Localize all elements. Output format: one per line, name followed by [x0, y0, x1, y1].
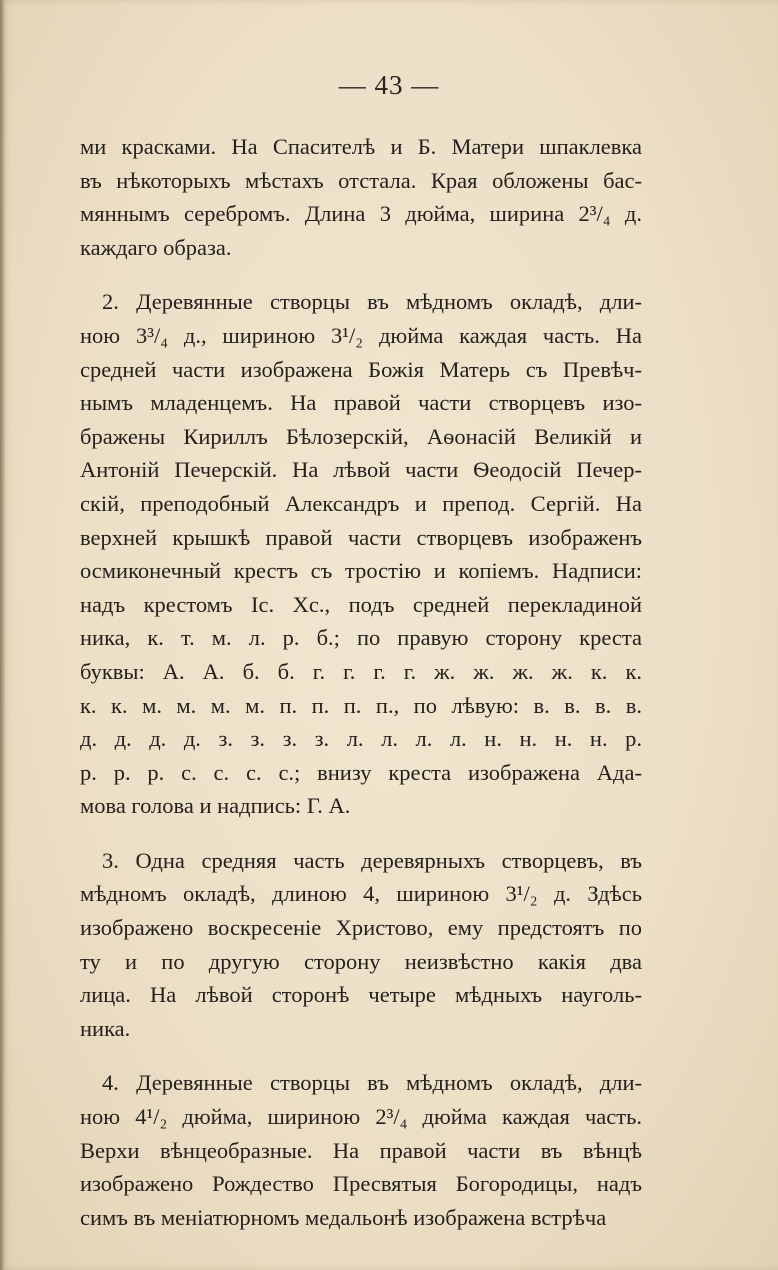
text-line: 2. Деревянные створцы въ мѣдномъ окладѣ, дли-: [102, 289, 642, 315]
text-line: симъ въ меніатюрномъ медальонѣ изображена встрѣча: [80, 1204, 607, 1230]
text-line: р. р. р. с. с. с. с.; внизу креста изображена Ада-: [80, 759, 642, 785]
text-line: бражены Кириллъ Бѣлозерскій, Аѳонасій Великій и: [80, 423, 642, 449]
text-line: скій, преподобный Александръ и препод. Сергій. На: [80, 490, 642, 516]
paragraph: [80, 130, 642, 264]
text-line: ною 4¹/₂ дюйма, шириною 2³/₄ дюйма каждая часть.: [80, 1104, 642, 1130]
text-line: средней части изображена Божія Матерь съ Превѣч-: [80, 356, 642, 382]
text-line: ника.: [80, 1015, 131, 1041]
text-line: изображено Рождество Пресвятыя Богородицы, надъ: [80, 1171, 642, 1197]
text-line: въ нѣкоторыхъ мѣстахъ отстала. Края обложены бас-: [80, 167, 642, 193]
paragraph: [80, 1066, 642, 1234]
text-line: изображено воскресеніе Христово, ему предстоятъ по: [80, 915, 642, 941]
text-line: Антоній Печерскій. На лѣвой части Ѳеодосій Печер-: [80, 457, 642, 483]
text-line: ника, к. т. м. л. р. б.; по правую сторону креста: [80, 625, 642, 651]
text-line: ту и по другую сторону неизвѣстно какія два: [80, 948, 642, 974]
paragraph: [80, 285, 642, 823]
text-line: 3. Одна средняя часть деревярныхъ створцевъ, въ: [102, 847, 642, 873]
page-number: — 43 —: [338, 70, 440, 100]
text-line: Верхи вѣнцеобразные. На правой части въ вѣнцѣ: [80, 1137, 642, 1163]
text-line: д. д. д. д. з. з. з. з. л. л. л. л. н. н. н. н. р.: [80, 726, 642, 752]
text-line: к. к. м. м. м. м. п. п. п. п., по лѣвую: в. в. в. в.: [80, 692, 642, 718]
text-line: ною 3³/₄ д., шириною 3¹/₂ дюйма каждая часть. На: [80, 322, 642, 348]
text-line: ми красками. На Спасителѣ и Б. Матери шпаклевка: [80, 134, 642, 159]
page-edge-shadow: [0, 0, 5, 1270]
text-line: мова голова и надпись: Г. А.: [80, 793, 351, 819]
text-line: мѣдномъ окладѣ, длиною 4, шириною 3¹/₂ д. Здѣсь: [80, 881, 642, 907]
text-line: нымъ младенцемъ. На правой части створцевъ изо-: [80, 390, 642, 416]
text-line: надъ крестомъ Іс. Хс., подъ средней перекладиной: [80, 591, 642, 617]
text-line: лица. На лѣвой сторонѣ четыре мѣдныхъ науголь-: [80, 982, 642, 1008]
text-line: каждаго образа.: [80, 234, 232, 260]
paragraph: [80, 844, 642, 1046]
page-body-text: [80, 130, 642, 1255]
text-line: 4. Деревянные створцы въ мѣдномъ окладѣ, дли-: [102, 1070, 642, 1096]
text-line: мяннымъ серебромъ. Длина 3 дюйма, ширина 2³/₄ д.: [80, 201, 642, 227]
text-line: осмиконечный крестъ съ тростію и копіемъ. Надписи:: [80, 558, 642, 584]
text-line: верхней крышкѣ правой части створцевъ изображенъ: [80, 524, 642, 550]
text-line: буквы: А. А. б. б. г. г. г. г. ж. ж. ж. ж. к. к.: [80, 658, 642, 684]
